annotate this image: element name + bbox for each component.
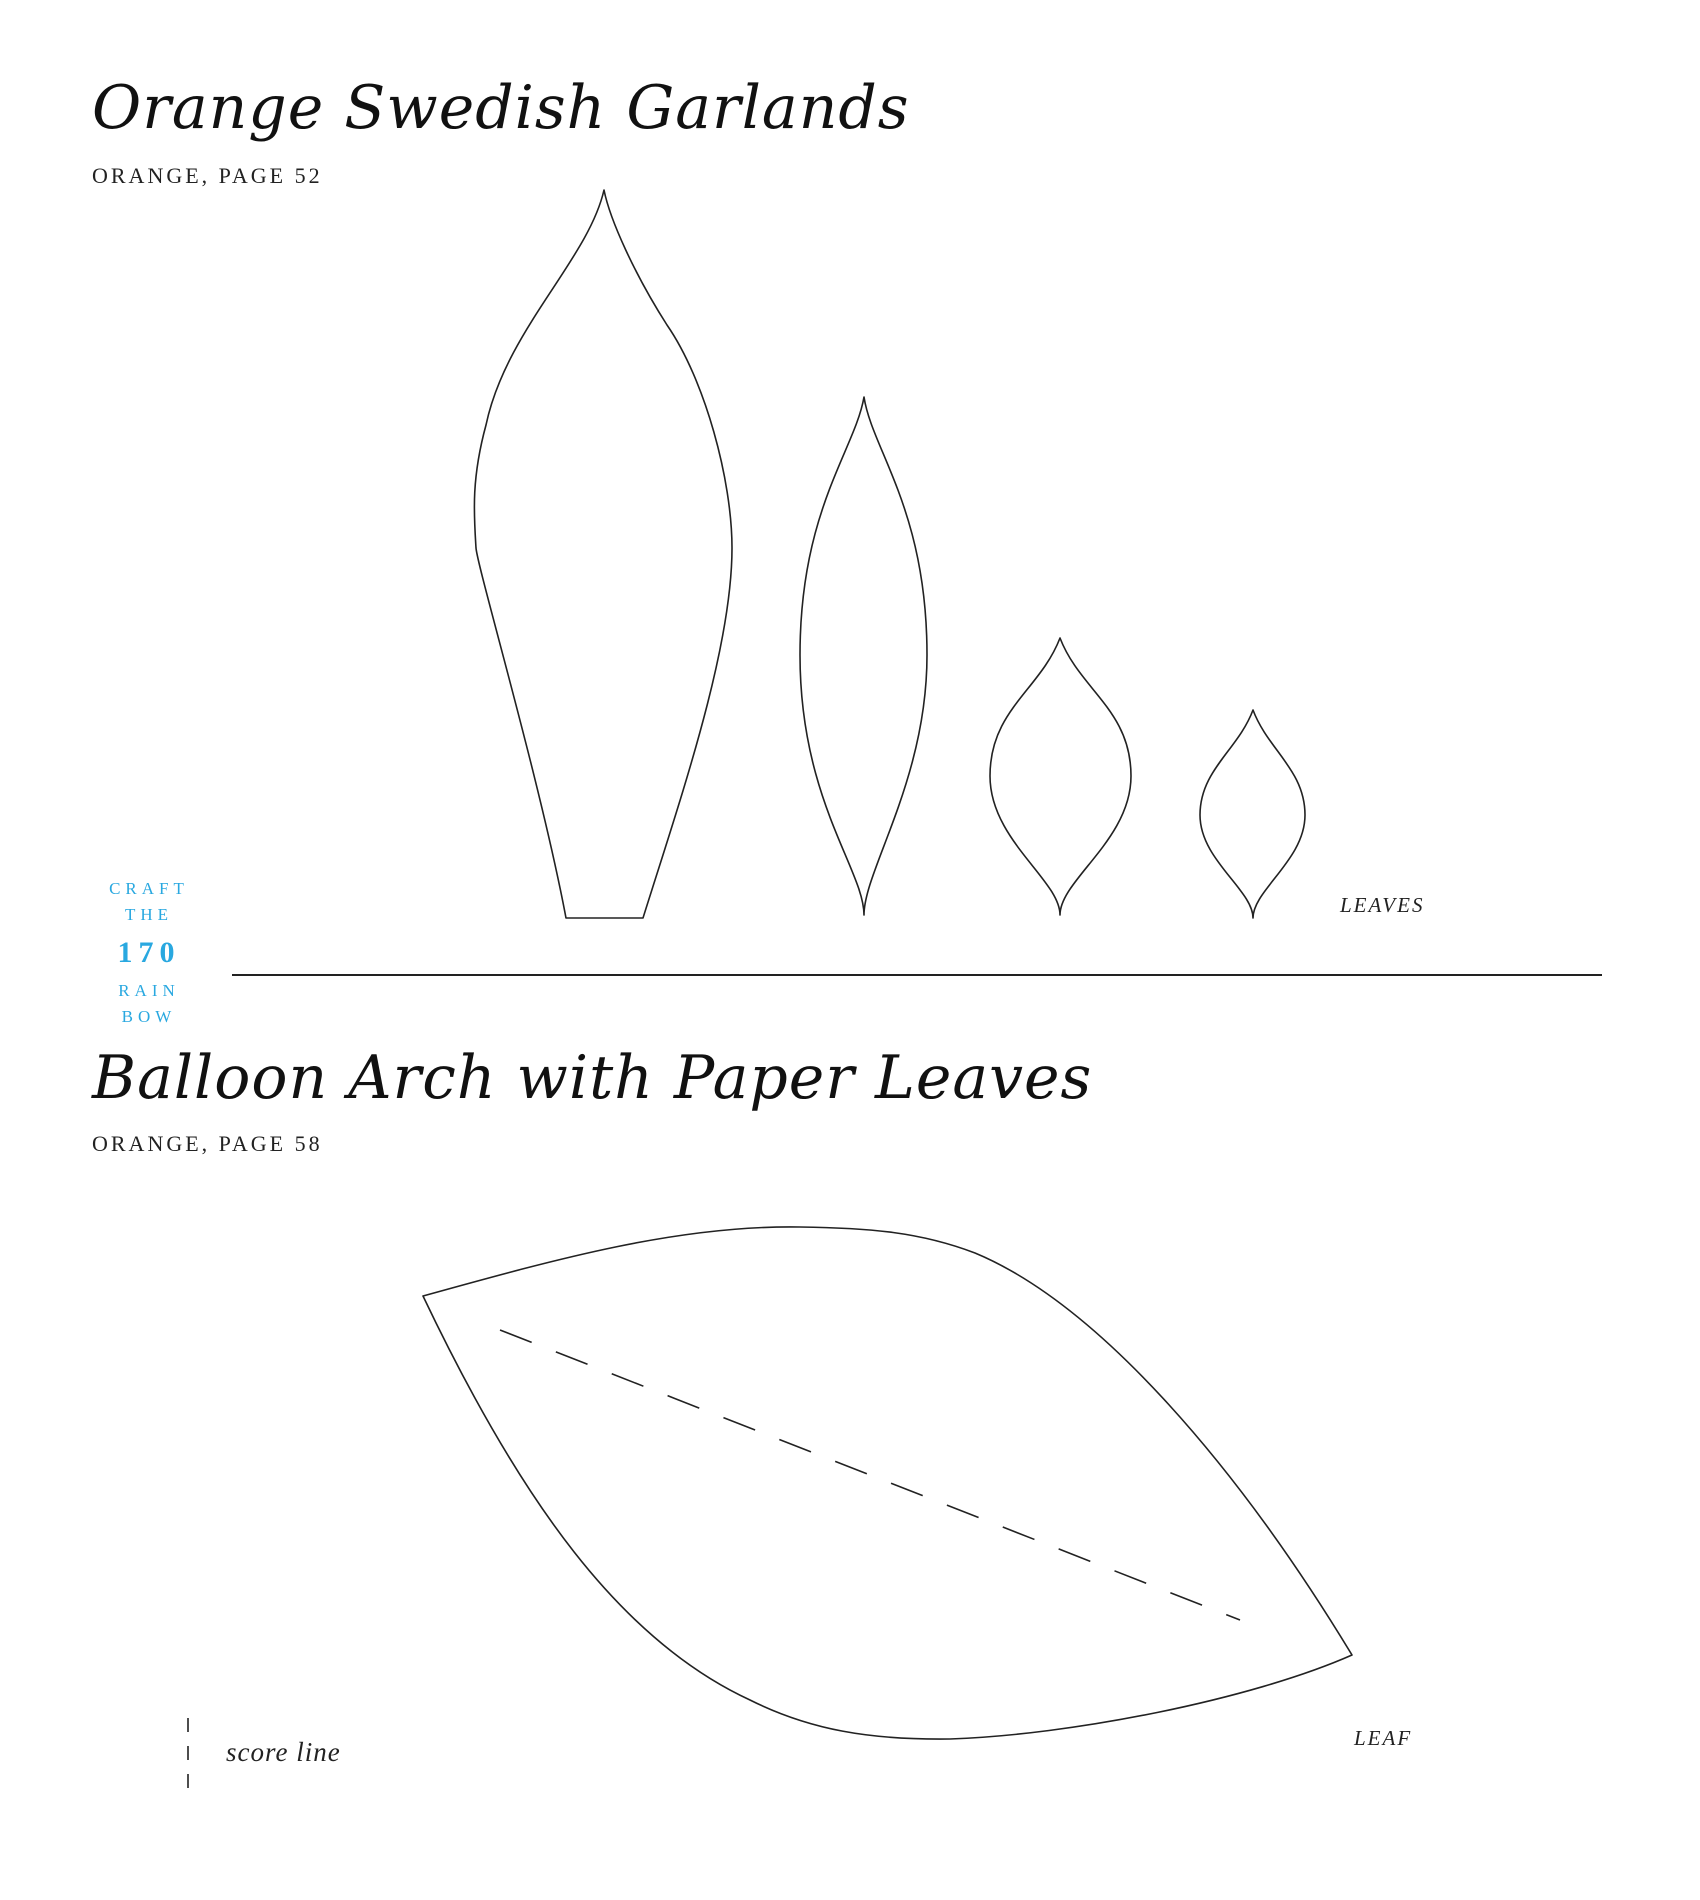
- folio-word-rain: RAIN: [118, 981, 180, 1000]
- folio-word-the: THE: [124, 905, 174, 924]
- section-divider: [232, 974, 1602, 976]
- garland-leaf-large: [474, 190, 732, 918]
- leaf-shape-label: LEAF: [1354, 1726, 1413, 1750]
- garland-leaf-medium: [800, 397, 927, 915]
- dashed-line-key-icon: [186, 1716, 198, 1790]
- section-subtitle-page-reference: ORANGE, PAGE 58: [92, 1131, 323, 1156]
- section-subtitle-page-reference: ORANGE, PAGE 52: [92, 163, 323, 188]
- section-title-orange-swedish-garlands: Orange Swedish Garlands: [92, 73, 910, 143]
- folio-word-craft: CRAFT: [109, 879, 189, 898]
- garland-leaf-smallest: [1200, 710, 1305, 918]
- legend-label: score line: [226, 1737, 341, 1767]
- garland-leaf-small: [990, 638, 1131, 915]
- page-number: 170: [117, 936, 181, 969]
- section-title-balloon-arch: Balloon Arch with Paper Leaves: [92, 1043, 1093, 1113]
- folio-marker: [96, 876, 202, 1030]
- score-line-dashed: [500, 1330, 1240, 1620]
- folio-word-bow: BOW: [121, 1007, 177, 1026]
- balloon-arch-leaf-outline: [423, 1227, 1352, 1739]
- leaves-shape-label: LEAVES: [1340, 893, 1425, 917]
